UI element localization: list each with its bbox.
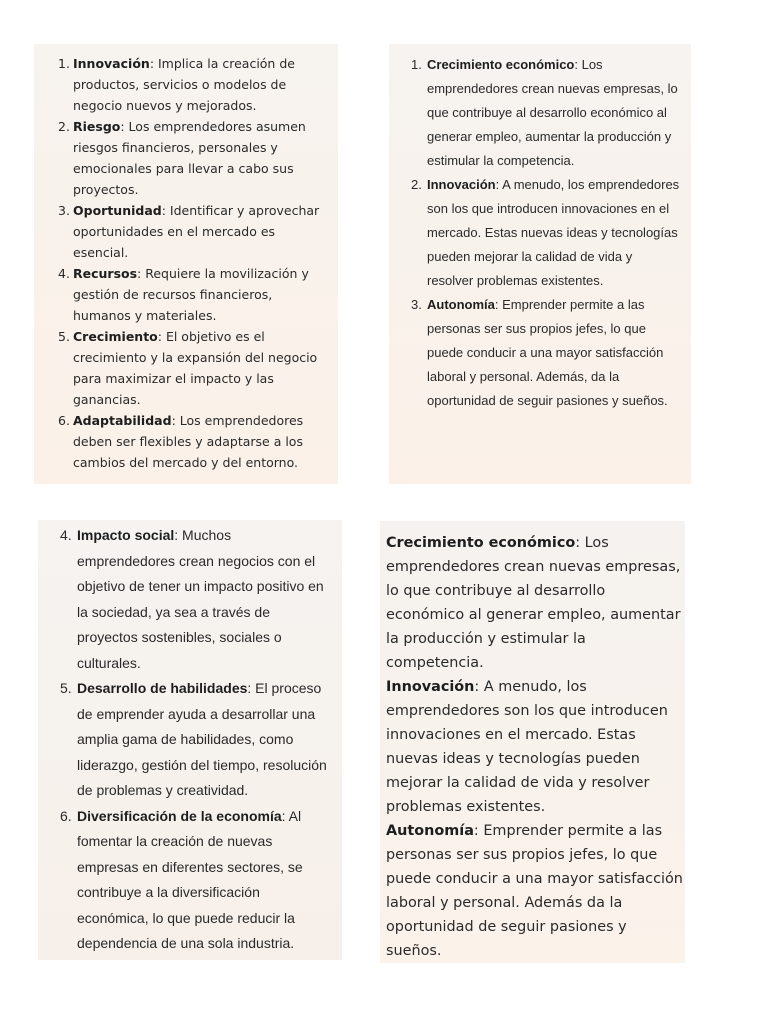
list-item (58, 200, 324, 263)
item-number: 6. (60, 807, 72, 824)
characteristics-card (34, 44, 338, 484)
item-text: : Muchos emprendedores crean negocios con el objetivo de tener un impacto positivo en la sociedad, ya sea a través de proyectos sostenibles, sociales o culturales. (77, 527, 324, 671)
item-term: Crecimiento (73, 329, 158, 344)
item-term: Crecimiento económico (427, 57, 575, 72)
item-term: Diversificación de la economía (77, 807, 282, 824)
item-term: Riesgo (73, 119, 121, 134)
item-text: : Los emprendedores deben ser flexibles y adaptarse a los cambios del mercado y del entorno. (73, 413, 304, 470)
paragraph-text: : A menudo, los emprendedores son los que introducen innovaciones en el mercado. Estas nuevas ideas y tecnologías pueden mejorar la calidad de vida y resolver problemas existentes. (386, 679, 668, 815)
characteristics-list (58, 53, 324, 473)
item-term: Adaptabilidad (73, 413, 172, 428)
list-item (58, 116, 324, 200)
list-item (58, 326, 324, 410)
item-number: 4. (60, 527, 72, 543)
list-item (58, 53, 324, 116)
item-term: Autonomía (427, 297, 495, 312)
item-number: 4. (58, 266, 70, 281)
item-term: Innovación (427, 177, 496, 192)
item-text: : Implica la creación de productos, servicios o modelos de negocio nuevos y mejorados. (73, 56, 295, 113)
item-text: : Los emprendedores asumen riesgos financieros, personales y emocionales para llevar a cabo sus proyectos. (73, 119, 306, 197)
item-text: : El objetivo es el crecimiento y la expansión del negocio para maximizar el impacto y las ganancias. (73, 329, 318, 407)
list-item (60, 676, 332, 804)
item-text: : Requiere la movilización y gestión de recursos financieros, humanos y materiales. (73, 266, 309, 323)
item-term: Impacto social (77, 527, 175, 543)
item-text: : Al fomentar la creación de nuevas empresas en diferentes sectores, se contribuye a la diversificación económica, lo que puede reducir la dependencia de una sola industria. (77, 807, 303, 951)
item-term: Innovación (73, 56, 150, 71)
item-text: : Identificar y aprovechar oportunidades en el mercado es esencial. (73, 203, 320, 260)
item-number: 2. (58, 119, 70, 134)
importance-continued-card (38, 520, 342, 960)
item-text: : El proceso de emprender ayuda a desarrollar una amplia gama de habilidades, como liderazgo, gestión del tiempo, resolución de problemas y creatividad. (77, 680, 327, 798)
importance-list (411, 53, 681, 413)
paragraph-term: Innovación (386, 679, 475, 695)
item-number: 5. (58, 329, 70, 344)
paragraph-text: : Emprender permite a las personas ser sus propios jefes, lo que puede conducir a una mayor satisfacción laboral y personal. Además da la oportunidad de seguir pasiones y sueños. (386, 823, 683, 959)
importance-continued-list (60, 523, 332, 957)
item-number: 3. (58, 203, 70, 218)
paragraph (386, 531, 685, 675)
list-item (411, 53, 681, 173)
list-item (411, 173, 681, 293)
item-number: 1. (411, 57, 422, 72)
list-item (60, 523, 332, 676)
importance-summary-card (380, 521, 685, 963)
item-text: : A menudo, los emprendedores son los que introducen innovaciones en el mercado. Estas nuevas ideas y tecnologías pueden mejorar la calidad de vida y resolver problemas existentes. (427, 177, 680, 288)
list-item (60, 804, 332, 957)
paragraph (386, 819, 685, 963)
item-number: 6. (58, 413, 70, 428)
list-item (58, 410, 324, 473)
list-item (58, 263, 324, 326)
importance-card (389, 44, 691, 484)
item-number: 2. (411, 177, 422, 192)
item-text: : Emprender permite a las personas ser sus propios jefes, lo que puede conducir a una mayor satisfacción laboral y personal. Además, da la oportunidad de seguir pasiones y sueños. (427, 297, 668, 408)
item-term: Recursos (73, 266, 138, 281)
paragraph (386, 675, 685, 819)
list-item (411, 293, 681, 413)
item-text: : Los emprendedores crean nuevas empresas, lo que contribuye al desarrollo económico al generar empleo, aumentar la producción y estimular la competencia. (427, 57, 678, 168)
item-number: 1. (58, 56, 70, 71)
item-number: 3. (411, 297, 422, 312)
paragraph-term: Autonomía (386, 823, 474, 839)
item-number: 5. (60, 680, 72, 696)
item-term: Oportunidad (73, 203, 162, 218)
paragraph-term: Crecimiento económico (386, 535, 576, 551)
paragraph-text: : Los emprendedores crean nuevas empresas, lo que contribuye al desarrollo económico al generar empleo, aumentar la producción y estimular la competencia. (386, 535, 681, 671)
item-term: Desarrollo de habilidades (77, 680, 248, 696)
